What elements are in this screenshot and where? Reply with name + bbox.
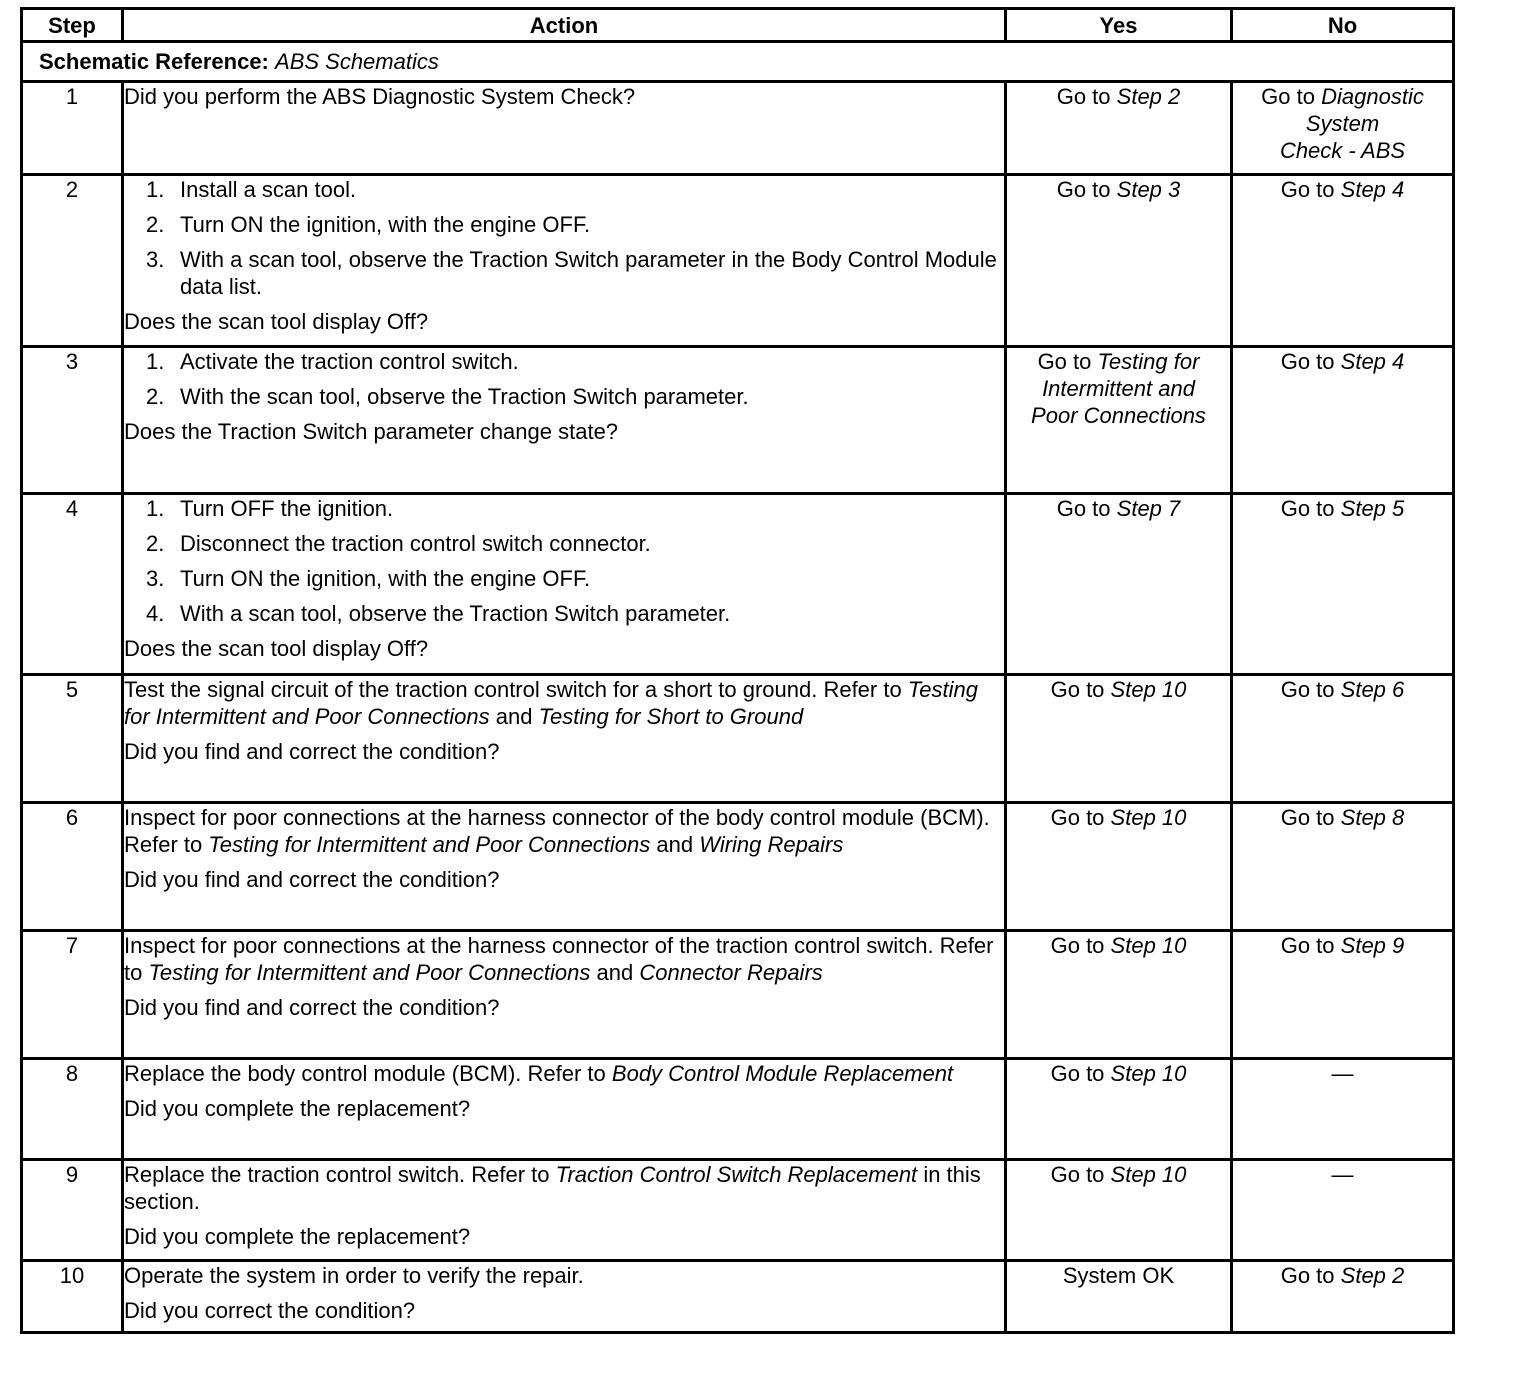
step-number: 10	[22, 1261, 123, 1333]
step-number: 5	[22, 675, 123, 803]
no-target[interactable]: Step 9	[1340, 933, 1405, 958]
question-text: Did you complete the replacement?	[124, 1096, 471, 1121]
go-to-label: Go to	[1261, 84, 1315, 109]
no-target-line3[interactable]: Check - ABS	[1279, 138, 1406, 163]
go-to-label: Go to	[1056, 84, 1111, 109]
substep: 2. With the scan tool, observe the Traction Switch parameter.	[146, 384, 749, 409]
yes-cell[interactable]: Go to Step 10	[1006, 1160, 1232, 1261]
no-target[interactable]: Step 4	[1340, 349, 1405, 374]
question-text: Does the scan tool display Off?	[124, 309, 429, 334]
instruction-text: Inspect for poor connections at the harness connector of the body control module (BCM). Refer to Testing for Intermittent and Poor Connections and Wiring Repairs	[124, 805, 990, 857]
yes-target-line1[interactable]: Testing for	[1097, 349, 1200, 374]
table-row	[22, 1059, 1454, 1160]
no-target[interactable]: Step 5	[1340, 496, 1405, 521]
action-cell	[123, 1261, 1006, 1333]
schematic-label: Schematic Reference:	[39, 49, 269, 74]
table-row	[22, 82, 1454, 175]
no-target[interactable]: Step 8	[1340, 805, 1405, 830]
table-row	[22, 803, 1454, 931]
reference-link[interactable]: Testing for Intermittent and Poor Connections	[208, 832, 651, 857]
question-text: Does the Traction Switch parameter change state?	[124, 419, 619, 444]
substep: 3. With a scan tool, observe the Traction Switch parameter in the Body Control Module data list.	[146, 247, 997, 299]
yes-target[interactable]: Step 3	[1116, 177, 1181, 202]
action-cell	[123, 675, 1006, 803]
reference-link[interactable]: Testing for Intermittent and Poor Connections	[148, 960, 591, 985]
step-number: 6	[22, 803, 123, 931]
action-cell	[123, 82, 1006, 175]
yes-target[interactable]: Step 7	[1116, 496, 1181, 521]
no-cell	[1232, 1160, 1454, 1261]
instruction-text: Operate the system in order to verify the repair.	[124, 1263, 584, 1288]
yes-cell[interactable]: Go to Step 10	[1006, 931, 1232, 1059]
question-text: Does the scan tool display Off?	[124, 636, 429, 661]
action-cell	[123, 931, 1006, 1059]
question-text: Did you find and correct the condition?	[124, 995, 500, 1020]
diagnostic-table	[20, 7, 1455, 1334]
table-row	[22, 931, 1454, 1059]
step-number: 2	[22, 175, 123, 347]
no-target-none: —	[1331, 1162, 1354, 1187]
header-no: No	[1232, 9, 1454, 42]
no-cell[interactable]: Go to Step 5	[1232, 494, 1454, 675]
schematic-row	[22, 42, 1454, 82]
step-number: 8	[22, 1059, 123, 1160]
table-row	[22, 675, 1454, 803]
no-cell[interactable]: Go to Step 4	[1232, 175, 1454, 347]
substep-list	[124, 348, 1004, 410]
action-cell	[123, 1160, 1006, 1261]
substep: 2. Turn ON the ignition, with the engine OFF.	[146, 212, 591, 237]
table-row	[22, 347, 1454, 494]
no-target[interactable]: Step 2	[1340, 1263, 1405, 1288]
table-row	[22, 1261, 1454, 1333]
yes-cell[interactable]: Go to Step 10	[1006, 803, 1232, 931]
yes-cell[interactable]: Go to Step 3	[1006, 175, 1232, 347]
action-cell	[123, 803, 1006, 931]
no-target[interactable]: Step 4	[1340, 177, 1405, 202]
action-cell	[123, 347, 1006, 494]
question-text: Did you correct the condition?	[124, 1298, 416, 1323]
header-yes: Yes	[1006, 9, 1232, 42]
reference-link[interactable]: Body Control Module Replacement	[611, 1061, 954, 1086]
step-number: 9	[22, 1160, 123, 1261]
header-row	[22, 9, 1454, 42]
yes-cell[interactable]: Go to Step 7	[1006, 494, 1232, 675]
yes-target[interactable]: Step 10	[1110, 805, 1187, 830]
schematic-link[interactable]: ABS Schematics	[275, 49, 439, 74]
no-target[interactable]: Step 6	[1340, 677, 1405, 702]
substep: 3. Turn ON the ignition, with the engine OFF.	[146, 566, 591, 591]
header-action: Action	[123, 9, 1006, 42]
question-text: Did you find and correct the condition?	[124, 739, 500, 764]
yes-target[interactable]: Step 10	[1110, 1061, 1187, 1086]
no-cell[interactable]: Go to Step 8	[1232, 803, 1454, 931]
no-cell	[1232, 1059, 1454, 1160]
yes-cell[interactable]: Go to Step 10	[1006, 675, 1232, 803]
step-number: 4	[22, 494, 123, 675]
table-row	[22, 175, 1454, 347]
reference-link[interactable]: Testing for Short to Ground	[538, 704, 804, 729]
yes-cell[interactable]: Go to Testing for Intermittent and Poor Connections	[1006, 347, 1232, 494]
no-target-none: —	[1331, 1061, 1354, 1086]
substep: 1. Activate the traction control switch.	[146, 349, 519, 374]
no-cell[interactable]	[1232, 82, 1454, 175]
table-row	[22, 1160, 1454, 1261]
no-target-line2[interactable]: System	[1305, 111, 1380, 136]
table-row	[22, 494, 1454, 675]
yes-cell[interactable]: Go to Step 10	[1006, 1059, 1232, 1160]
reference-link[interactable]: Testing for Intermittent and Poor Connections	[124, 677, 978, 729]
no-target-line1[interactable]: Diagnostic	[1321, 84, 1424, 109]
question-text: Did you perform the ABS Diagnostic System Check?	[124, 84, 636, 109]
question-text: Did you complete the replacement?	[124, 1224, 471, 1249]
substep: 1. Turn OFF the ignition.	[146, 496, 394, 521]
yes-target-line2[interactable]: Intermittent and	[1042, 376, 1195, 401]
step-number: 7	[22, 931, 123, 1059]
instruction-text: Replace the traction control switch. Refer to Traction Control Switch Replacement in this section.	[124, 1162, 981, 1214]
action-cell	[123, 1059, 1006, 1160]
yes-target[interactable]: Step 2	[1116, 84, 1181, 109]
no-cell[interactable]: Go to Step 6	[1232, 675, 1454, 803]
reference-link[interactable]: Connector Repairs	[639, 960, 823, 985]
step-number: 1	[22, 82, 123, 175]
reference-link[interactable]: Traction Control Switch Replacement	[555, 1162, 918, 1187]
step-number: 3	[22, 347, 123, 494]
question-text: Did you find and correct the condition?	[124, 867, 500, 892]
substep: 2. Disconnect the traction control switch connector.	[146, 531, 651, 556]
substep-list	[124, 176, 1004, 300]
yes-target[interactable]: Step 10	[1110, 677, 1187, 702]
yes-target[interactable]: Step 10	[1110, 1162, 1187, 1187]
no-cell[interactable]: Go to Step 2	[1232, 1261, 1454, 1333]
substep-list	[124, 495, 1004, 627]
action-cell	[123, 494, 1006, 675]
instruction-text: Replace the body control module (BCM). Refer to Body Control Module Replacement	[124, 1061, 954, 1086]
instruction-text: Inspect for poor connections at the harness connector of the traction control switch. Refer to Testing for Intermittent and Poor Connections and Connector Repairs	[124, 933, 994, 985]
yes-cell	[1006, 1261, 1232, 1333]
yes-cell[interactable]	[1006, 82, 1232, 175]
no-cell[interactable]: Go to Step 9	[1232, 931, 1454, 1059]
schematic-reference	[22, 42, 1454, 82]
header-step: Step	[22, 9, 123, 42]
yes-target-line3[interactable]: Poor Connections	[1031, 403, 1206, 428]
instruction-text: Test the signal circuit of the traction control switch for a short to ground. Refer to Testing for Intermittent and Poor Connections and Testing for Short to Ground	[124, 677, 978, 729]
no-cell[interactable]: Go to Step 4	[1232, 347, 1454, 494]
substep: 4. With a scan tool, observe the Traction Switch parameter.	[146, 601, 731, 626]
action-cell	[123, 175, 1006, 347]
substep: 1. Install a scan tool.	[146, 177, 357, 202]
yes-result: System OK	[1062, 1263, 1175, 1288]
yes-target[interactable]: Step 10	[1110, 933, 1187, 958]
reference-link[interactable]: Wiring Repairs	[699, 832, 844, 857]
